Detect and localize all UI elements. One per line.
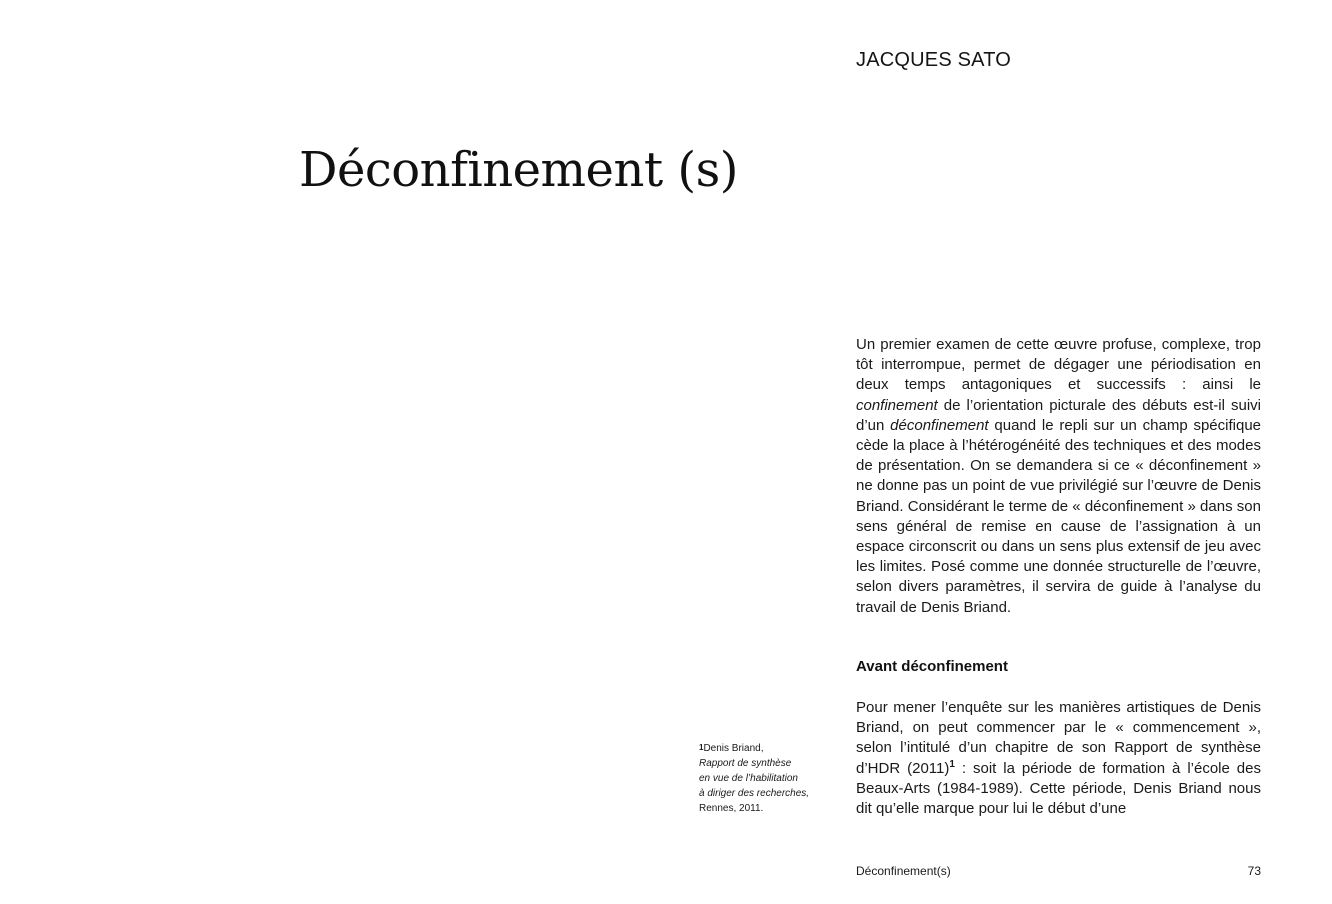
section-heading: Avant déconfinement [856,658,1008,675]
intro-emphasis-confinement: confinement [856,396,938,414]
footnote-reference: 1 [949,758,955,770]
intro-text-1: Un premier examen de cette œuvre profuse, complexe, trop tôt interrompue, permet de dégager une périodisation en deux temps antagoniques et successifs : ainsi le [856,336,1261,394]
footnote-place: Rennes, 2011. [699,803,764,814]
page-number: 73 [1247,864,1261,878]
section-paragraph [856,698,1261,819]
footnote-number: 1 [699,743,704,752]
footnote [699,741,829,816]
footnote-title-line-3: à diriger des recherches, [699,788,810,799]
page-title: Déconfinement (s) [299,142,738,198]
footnote-title-line-1: Rapport de synthèse [699,758,792,769]
footnote-title-line-2: en vue de l’habilitation [699,773,798,784]
intro-text-3: quand le repli sur un champ spécifique cède la place à l’hétérogénéité des techniques et des modes de présentation. On se demandera si ce « déconfinement » ne donne pas un point de vue privilégié sur l’œuvre de Denis Briand. Considérant le terme de « déconfinement » dans son sens général de remise en cause de l’assignation à un espace circonscrit ou dans un sens plus extensif de jeu avec les limites. Posé comme une donnée structurelle de l’œuvre, selon divers paramètres, il servira de guide à l’analyse du travail de Denis Briand. [856,416,1261,616]
footnote-author: Denis Briand, [703,743,764,754]
intro-paragraph [856,335,1261,618]
section-text-2: : soit la période de formation à l’école des Beaux-Arts (1984-1989). Cette période, Denis Briand nous dit qu’elle marque pour lui le début d’une [856,759,1261,818]
intro-emphasis-deconfinement: déconfinement [890,416,989,434]
author-name: JACQUES SATO [856,49,1012,71]
section-text-1: Pour mener l’enquête sur les manières artistiques de Denis Briand, on peut commencer par le « commencement », selon l’intitulé d’un chapitre de son Rapport de synthèse d’HDR (2011) [856,699,1261,777]
running-footer-title: Déconfinement(s) [856,864,951,878]
intro-text-2: de l’orientation picturale des débuts est-il suivi d’un [856,396,1261,434]
